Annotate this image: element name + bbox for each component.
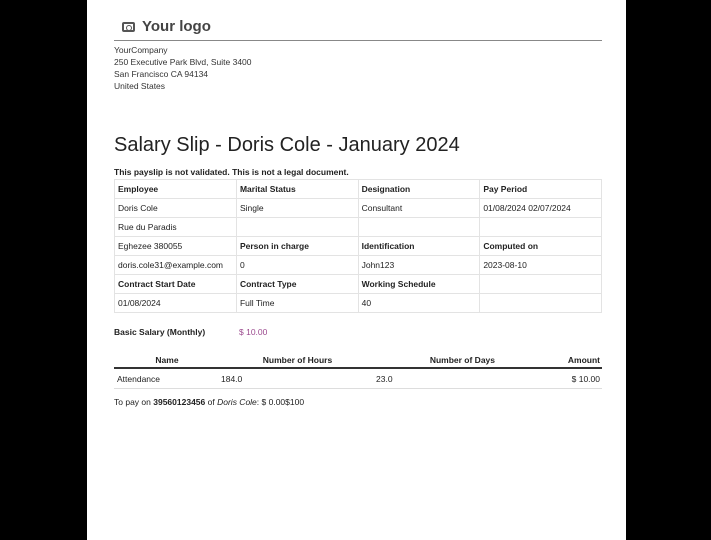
company-country: United States bbox=[114, 81, 166, 91]
empty-cell bbox=[480, 218, 602, 237]
marital-status-header: Marital Status bbox=[236, 180, 358, 199]
amount-column-header: Amount bbox=[515, 352, 602, 368]
designation-header: Designation bbox=[358, 180, 480, 199]
bank-account: 39560123456 bbox=[153, 397, 206, 407]
empty-cell bbox=[480, 275, 602, 294]
employee-city: Eghezee 380055 bbox=[115, 237, 237, 256]
designation-value: Consultant bbox=[358, 199, 480, 218]
contract-start-header: Contract Start Date bbox=[115, 275, 237, 294]
validation-warning: This payslip is not validated. This is not a legal document. bbox=[114, 167, 349, 177]
identification-header: Identification bbox=[358, 237, 480, 256]
basic-salary-value: $ 10.00 bbox=[239, 327, 268, 337]
empty-cell bbox=[358, 218, 480, 237]
table-header-row bbox=[114, 352, 602, 368]
company-street: 250 Executive Park Blvd, Suite 3400 bbox=[114, 57, 252, 67]
employee-info-table bbox=[114, 179, 602, 313]
person-in-charge-header: Person in charge bbox=[236, 237, 358, 256]
person-in-charge-value: 0 bbox=[236, 256, 358, 275]
payslip-page bbox=[87, 0, 626, 540]
company-city: San Francisco CA 94134 bbox=[114, 69, 209, 79]
basic-salary-label: Basic Salary (Monthly) bbox=[114, 327, 206, 337]
empty-cell bbox=[236, 218, 358, 237]
computed-on-value: 2023-08-10 bbox=[480, 256, 602, 275]
company-name: YourCompany bbox=[114, 45, 168, 55]
table-row bbox=[115, 275, 602, 294]
to-pay-of: of bbox=[207, 397, 215, 407]
employee-email: doris.cole31@example.com bbox=[115, 256, 237, 275]
company-address bbox=[114, 44, 252, 92]
table-row bbox=[115, 256, 602, 275]
pay-period-value: 01/08/2024 02/07/2024 bbox=[480, 199, 602, 218]
table-row bbox=[115, 218, 602, 237]
pay-period-header: Pay Period bbox=[480, 180, 602, 199]
company-logo bbox=[122, 18, 211, 35]
computed-on-header: Computed on bbox=[480, 237, 602, 256]
logo-text: Your logo bbox=[142, 18, 211, 35]
employee-name: Doris Cole bbox=[115, 199, 237, 218]
working-schedule-value: 40 bbox=[358, 294, 480, 313]
net-amount: : $ 0.00$100 bbox=[256, 397, 305, 407]
line-days: 23.0 bbox=[375, 368, 515, 389]
working-schedule-header: Working Schedule bbox=[358, 275, 480, 294]
contract-type-header: Contract Type bbox=[236, 275, 358, 294]
contract-start-value: 01/08/2024 bbox=[115, 294, 237, 313]
name-column-header: Name bbox=[114, 352, 220, 368]
payee-name: Doris Cole bbox=[217, 397, 257, 407]
table-row bbox=[115, 237, 602, 256]
contract-type-value: Full Time bbox=[236, 294, 358, 313]
page-title: Salary Slip - Doris Cole - January 2024 bbox=[114, 134, 460, 156]
table-row bbox=[114, 368, 602, 389]
employee-street: Rue du Paradis bbox=[115, 218, 237, 237]
table-row bbox=[115, 180, 602, 199]
table-row bbox=[115, 294, 602, 313]
employee-header: Employee bbox=[115, 180, 237, 199]
line-amount: $ 10.00 bbox=[515, 368, 602, 389]
identification-value: John123 bbox=[358, 256, 480, 275]
line-hours: 184.0 bbox=[220, 368, 375, 389]
header-divider bbox=[114, 40, 602, 41]
table-row bbox=[115, 199, 602, 218]
basic-salary bbox=[114, 327, 267, 337]
hours-column-header: Number of Hours bbox=[220, 352, 375, 368]
marital-status-value: Single bbox=[236, 199, 358, 218]
worked-days-table bbox=[114, 352, 602, 389]
to-pay-prefix: To pay on bbox=[114, 397, 151, 407]
days-column-header: Number of Days bbox=[375, 352, 515, 368]
camera-icon bbox=[122, 22, 135, 32]
line-name: Attendance bbox=[114, 368, 220, 389]
empty-cell bbox=[480, 294, 602, 313]
to-pay-line bbox=[114, 397, 304, 407]
